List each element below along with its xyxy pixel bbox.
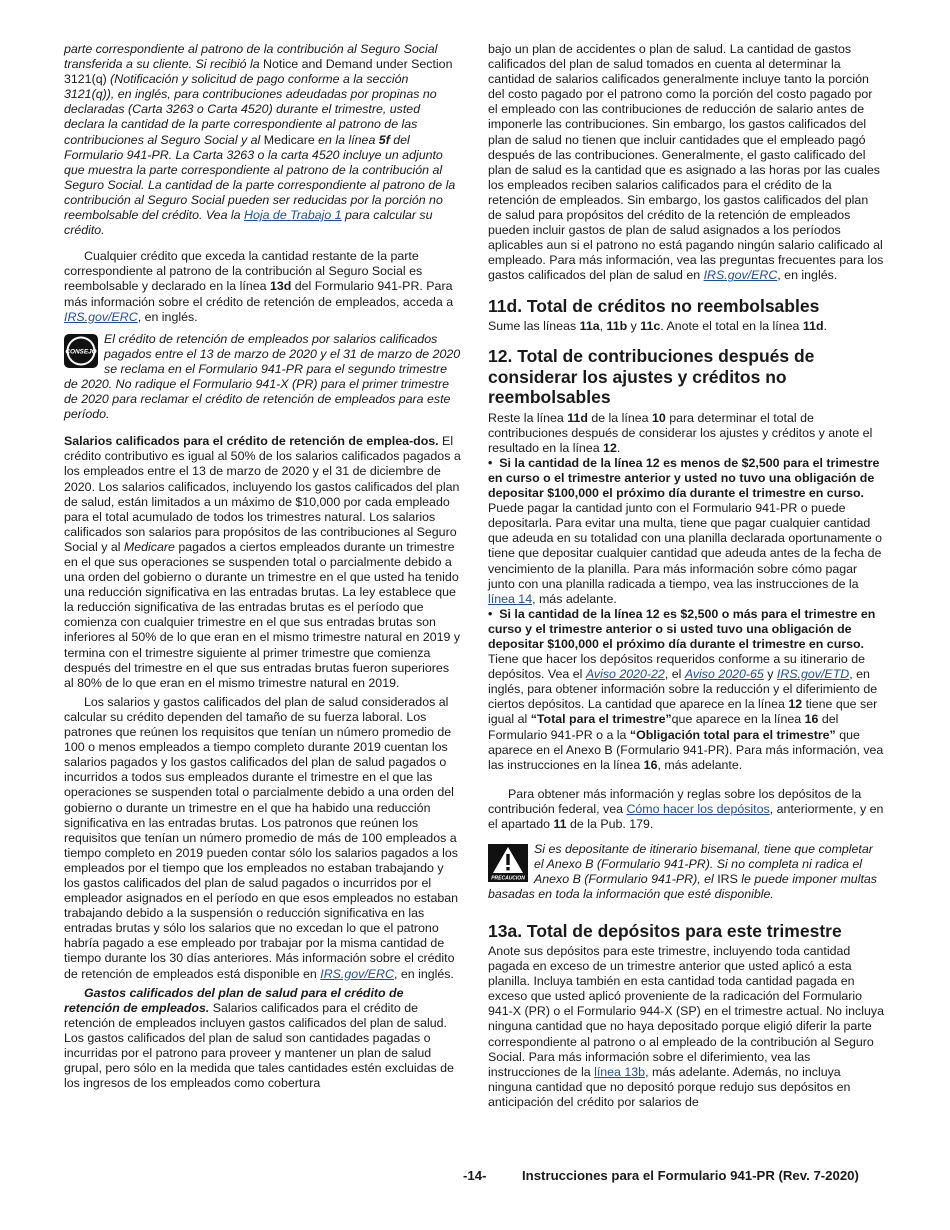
section-heading-11d: 11d. Total de créditos no reembolsables — [488, 295, 820, 316]
caution-icon — [488, 844, 528, 882]
text: 11d — [567, 410, 588, 425]
text: , — [599, 319, 607, 333]
text: Tiene que hacer los depósitos requeridos conforme a su itinerario de depósitos. Vea el — [488, 652, 865, 682]
line-13b-link[interactable]: línea 13b — [594, 1064, 646, 1079]
irs-erc-link[interactable]: IRS.gov/ERC — [320, 966, 394, 981]
text: , más adelante. Además, no incluya ninguna cantidad que no depositó porque redujo sus depósitos en anticipación del crédito por salarios de — [488, 1064, 851, 1109]
text: para determinar el total de contribuciones después de considerar los ajustes y créditos y anote el resultado en la línea — [488, 410, 873, 455]
irs-etd-link[interactable]: IRS.gov/ETD — [776, 667, 850, 682]
section-heading-12: 12. Total de contribuciones después de considerar los ajustes y créditos no reembolsables — [488, 346, 815, 408]
footer-title: Instrucciones para el Formulario 941-PR (Rev. 7-2020) — [522, 1168, 859, 1183]
text: y — [627, 319, 641, 333]
tip-icon — [64, 334, 98, 368]
left-column — [64, 42, 461, 1091]
right-column — [488, 42, 884, 1110]
text: del Formulario 941-PR o a la — [488, 712, 839, 742]
text: IRS — [717, 872, 738, 887]
caution-text — [488, 842, 884, 902]
text: 11c — [640, 319, 661, 333]
text: , anteriormente, y en el apartado — [488, 801, 884, 832]
text: 11 — [553, 817, 567, 832]
health-plan-heading: Gastos calificados del plan de salud para el crédito de retención de empleados. — [64, 985, 404, 1015]
page-number: -14- — [463, 1168, 487, 1183]
text: 11d — [802, 319, 824, 333]
text: , en inglés. — [137, 309, 198, 324]
text: Notice and Demand under Section 3121(q) — [64, 57, 453, 87]
paragraph — [64, 986, 461, 1092]
text: , el — [664, 667, 685, 682]
text: pagados a ciertos empleados durante un trimestre en el que sus operaciones se suspenden total o parcialmente debido a una orden del gobierno o durante un trimestre en el que usted ha tenido una reducción significativa en las entradas brutas. La ley establece que la reducción significativa de las entradas brutas es el período que comienza con cualquier trimestre en el que sus entradas brutas son inferiores al 50% de lo que eran en el mismo trimestre natural en 2019 y termina con el trimestre siguiente al primer trimestre que comienza después del trimestre en el que sus entradas brutas fueron superiores al 80% de lo que eran en el mismo trimestre natural en 2019. — [64, 539, 461, 690]
text: en la línea — [314, 132, 379, 147]
text: , en inglés. — [393, 966, 454, 981]
text: Para obtener más información y reglas sobre los depósitos de la contribución federal, vea — [488, 786, 862, 816]
text: , más adelante. — [532, 591, 617, 606]
text: para calcular su crédito. — [64, 208, 433, 238]
text: Cualquier crédito que exceda la cantidad restante de la parte correspondiente al patrono de la contribución al Seguro Social es reembolsable y declarado en la línea — [64, 249, 423, 294]
text: 13d — [269, 279, 292, 294]
bullet-marker: • — [488, 606, 493, 621]
text: Anote sus depósitos para este trimestre, incluyendo toda cantidad pagada en exceso de un trimestre anterior que usted aplicó a esta planilla. Incluya también en esta cantidad toda cantidad pagada en exceso que usted aplicó proveniente de la radicación del Formulario 941-X (PR) o el Formulario 944-X (SP) en el trimestre actual. No incluya ninguna cantidad que no haya depositado porque eligió diferir la parte correspondiente al patrono o al empleado de la contribución al Seguro Social. Para más información sobre el diferimiento, vea las instrucciones de la — [488, 944, 884, 1079]
text: bajo un plan de accidentes o plan de salud. La cantidad de gastos calificados del plan de salud tomados en cuenta al determinar la cantidad de salarios calificados generalmente incluye tanto la porción del costo pagado por el patrono como la porción del costo pagado por el empleado con las contribuciones de reducción de salario antes de imponerle las contribuciones. Sin embargo, los gastos calificados del plan de salud no tienen que incluir cantidades que el empleado pagó después de las contribuciones. Generalmente, el gasto calificado del plan de salud es la cantidad que es asignado a las horas por las cuales los empleados reciben salarios calificados para el crédito de la retención de empleados. Sin embargo, los gastos calificados del plan de salud para propósitos del crédito de la retención de empleados pueden incluir gastos de plan de salud asignados a los períodos aplicables aun si el patrono no está pagando ningún salario calificado al empleado. Para más información, vea las preguntas frecuentes para los gastos calificados del plan de salud en — [488, 42, 884, 283]
text: Salarios calificados para el crédito de retención de empleados incluyen gastos calificados del plan de salud. Los gastos calificados del plan de salud son cantidades pagadas o incurridas por el patrono para proveer y mantener un plan de salud grupal, pero sólo en la medida que tales cantidades estén excluidas de los ingresos de los empleados como cobertura — [64, 1000, 454, 1091]
caution-badge-label: PRECAUCION — [491, 875, 525, 882]
text: 12 — [603, 440, 617, 455]
text: Puede pagar la cantidad junto con el Formulario 941-PR o puede depositarla. Para evitar una multa, tiene que pagar cualquier cantidad que adeuda en su totalidad con una planilla declarada oportunamente o tiene que depositar cualquier cantidad que adeuda antes de la fecha de vencimiento de la planilla. Para más información sobre cómo pagar junto con una planilla radicada a tiempo, vea las instrucciones de la — [488, 501, 883, 591]
text: Si la cantidad de la línea 12 es menos de $2,500 para el trimestre en curso o el trimestre anterior y usted no tuvo una obligación de depositar $100,000 el próximo día durante el trimestre en curso. — [488, 455, 880, 501]
bullet-item — [488, 607, 884, 773]
tip-note — [64, 332, 461, 423]
text: del Formulario 941-PR. Para más información sobre el crédito de retención de empleados, acceda a — [64, 279, 454, 309]
text: 16 — [643, 757, 658, 772]
text: 16 — [804, 712, 819, 727]
caution-note — [488, 842, 884, 902]
text: que aparece en la línea — [671, 712, 805, 727]
text: 12 — [788, 697, 803, 712]
text: 10 — [651, 410, 666, 425]
notice-2020-22-link[interactable]: Aviso 2020-22 — [585, 667, 665, 682]
text: Reste la línea — [488, 410, 568, 425]
text: 5f — [378, 132, 390, 147]
text: Los salarios y gastos calificados del plan de salud considerados al calcular su crédito dependen del tamaño de su fuerza laboral. Los patrones que reúnen los requisitos que tenían un número promedio de 100 o menos empleados a tiempo completo durante 2019 cuentan los salarios pagados y los gastos calificados del plan de salud pagados o incurridos a todos sus empleados durante el trimestre en el que las operaciones se suspenden total o parcialmente debido a una orden del gobierno o durante un trimestre en el que ha habido una reducción significativa en las entradas brutas. Los patronos que reúnen los requisitos que tenían un número promedio de más de 100 empleados a tiempo completo en 2019 pueden contar sólo los salarios pagados a los empleados por el tiempo que los empleados no estaban trabajando y los gastos calificados del plan de salud pagados o incurridos por el empleador asignados en el período en que esos empleados no estaban trabajando debido a la suspensión o reducción significativa en las entradas brutas y sólo los salarios que no excedan lo que el patrono habría pagado a ese empleado por trabajar por la misma cantidad de tiempo durante los 30 días anteriores. Más información sobre el crédito de retención de empleados está disponible en — [64, 694, 459, 981]
text: Medicare — [123, 539, 175, 554]
text: “Obligación total para el trimestre” — [629, 727, 836, 742]
text: . — [616, 440, 621, 455]
irs-erc-link[interactable]: IRS.gov/ERC — [703, 268, 778, 283]
deposits-link[interactable]: Cómo hacer los depósitos — [626, 801, 770, 816]
text: , en inglés. — [777, 268, 838, 283]
tip-badge-label: CONSEJO — [65, 348, 97, 356]
paragraph — [64, 434, 461, 691]
paragraph — [488, 319, 884, 334]
notice-2020-65-link[interactable]: Aviso 2020-65 — [684, 667, 764, 682]
irs-erc-link[interactable]: IRS.gov/ERC — [64, 309, 138, 324]
qualified-wages-heading: Salarios calificados para el crédito de retención de emplea-dos. — [64, 434, 439, 449]
paragraph — [64, 42, 461, 238]
paragraph — [488, 787, 884, 832]
text: tiene que ser igual al — [488, 697, 878, 727]
text: parte correspondiente al patrono de la contribución al Seguro Social transferida a su cliente. Si recibió la — [64, 42, 438, 72]
text: . — [823, 319, 827, 333]
bullet-item — [488, 456, 884, 607]
text: y — [763, 667, 777, 682]
text: El crédito contributivo es igual al 50% de los salarios calificados pagados a los empleados entre el 13 de marzo de 2020 y el 31 de diciembre de 2020. Los salarios calificados, incluyendo los gastos calificados del plan de salud, están limitados a un máximo de $10,000 por cada empleado para el total acumulado de todos los trimestres natural. Los salarios calificados son salarios para propósitos de las contribuciones al Seguro Social y al — [64, 434, 461, 554]
paragraph — [64, 249, 461, 324]
paragraph — [488, 944, 884, 1110]
tip-text: El crédito de retención de empleados por salarios calificados pagados entre el 13 de marzo de 2020 y el 31 de marzo de 2020 se reclama en el Formulario 941-PR para el segundo trimestre de 2020. No radique el Formulario 941-X (PR) para el primer trimestre de 2020 para reclamar el crédito de retención de empleados para este período. — [64, 331, 461, 422]
text: de la línea — [587, 410, 652, 425]
text: Si es depositante de itinerario bisemanal, tiene que completar el Anexo B (Formulario 941-PR). Si no completa ni radica el Anexo B (Formulario 941-PR), el — [534, 842, 873, 887]
text: del Formulario 941-PR. La Carta 3263 o la carta 4520 incluye un adjunto que muestra la parte correspondiente al patrono de la contribución al Seguro Social. La cantidad de la parte correspondiente al patrono de la contribución al Seguro Social pueden ser reducidas por la porción no reembolsable del crédito. Vea la — [64, 132, 456, 223]
text: 11a — [579, 319, 600, 333]
text: , en inglés, para obtener información sobre la reducción y el diferimiento de ciertos depósitos. La cantidad que aparece en la línea — [488, 667, 878, 712]
text: (Notificación y solicitud de pago conforme a la sección 3121(q)), en inglés, para contribuciones adeudadas por propinas no declaradas (Carta 3263 o Carta 4520) durante el trimestre, usted declara la cantidad de la parte correspondiente al patrono de las contribuciones al Seguro Social y al — [64, 72, 437, 147]
text: le puede imponer multas basadas en toda la información que esté disponible. — [488, 872, 877, 902]
text: de la Pub. 179. — [566, 817, 654, 832]
text: Sume las líneas — [488, 319, 580, 333]
text: Si la cantidad de la línea 12 es $2,500 o más para el trimestre en curso y el trimestre anterior o si usted tuvo una obligación de depositar $100,000 el próximo día durante el trimestre en curso. — [488, 606, 876, 651]
text: , más adelante. — [657, 757, 743, 772]
line-14-link[interactable]: línea 14 — [488, 591, 533, 606]
worksheet-1-link[interactable]: Hoja de Trabajo 1 — [244, 208, 342, 223]
text: 11b — [606, 319, 628, 333]
text: que aparece en el Anexo B (Formulario 941-PR). Para más información, vea las instrucciones en la línea — [488, 727, 884, 772]
text: Medicare — [263, 132, 315, 147]
paragraph — [488, 42, 884, 284]
paragraph — [488, 411, 884, 456]
text: . Anote el total en la línea — [660, 319, 803, 333]
bullet-marker: • — [488, 455, 493, 470]
text: “Total para el trimestre” — [530, 712, 672, 727]
paragraph — [64, 695, 461, 982]
section-heading-13a: 13a. Total de depósitos para este trimestre — [488, 920, 842, 941]
